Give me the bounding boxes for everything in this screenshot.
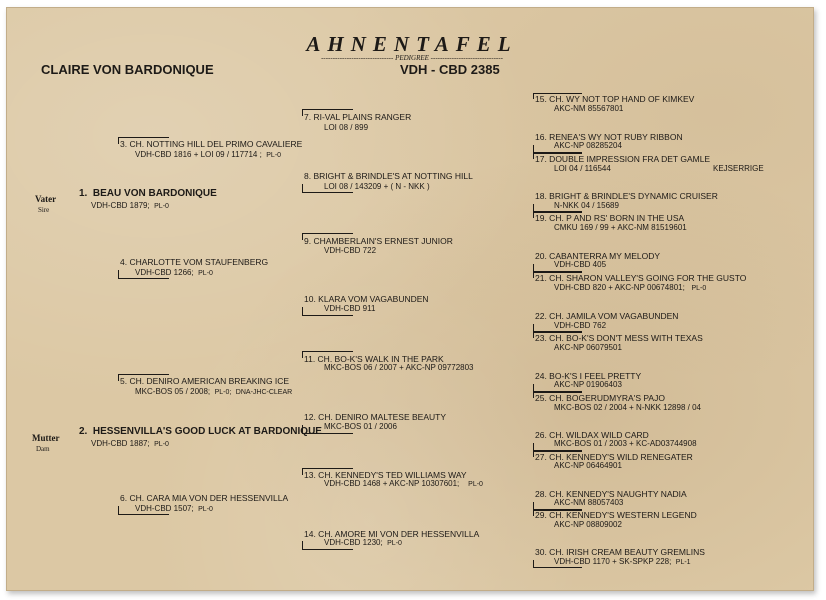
ancestor-28-name: 28. CH. KENNEDY'S NAUGHTY NADIA: [535, 489, 687, 499]
bracket-16: [533, 145, 582, 153]
bracket-8: [302, 184, 353, 193]
bracket-20: [533, 264, 582, 272]
ancestor-7-registration: LOI 08 / 899: [324, 123, 369, 132]
sire-registration-row: [91, 201, 169, 212]
bracket-18: [533, 204, 582, 212]
ancestor-16-registration: AKC-NP 08285204: [554, 141, 622, 150]
ancestor-6-name: 6. CH. CARA MIA VON DER HESSENVILLA: [120, 493, 289, 503]
ancestor-4-name: 4. CHARLOTTE VOM STAUFENBERG: [120, 257, 269, 267]
ancestor-23-name: 23. CH. BO-K'S DON'T MESS WITH TEXAS: [535, 333, 703, 343]
ancestor-8-name: 8. BRIGHT & BRINDLE'S AT NOTTING HILL: [304, 171, 473, 181]
dam-number: 2.: [79, 426, 88, 437]
ancestor-19-registration: CMKU 169 / 99 + AKC-NM 81519601: [554, 223, 687, 232]
bracket-6: [118, 506, 169, 515]
ancestor-21-registration-row: [554, 283, 706, 294]
sire-name: BEAU VON BARDONIQUE: [92, 188, 217, 199]
ancestor-18-name: 18. BRIGHT & BRINDLE'S DYNAMIC CRUISER: [535, 191, 718, 201]
ancestor-12-name: 12. CH. DENIRO MALTESE BEAUTY: [304, 412, 447, 422]
ancestor-12-registration: MKC-BOS 01 / 2006: [324, 422, 397, 431]
ancestor-3-name: 3. CH. NOTTING HILL DEL PRIMO CAVALIERE: [120, 139, 303, 149]
ancestor-21-registration: VDH-CBD 820 + AKC-NP 00674801;: [554, 283, 685, 292]
dog-registration: VDH - CBD 2385: [400, 62, 500, 77]
ancestor-3-registration-row: [135, 150, 281, 161]
ancestor-13-pl: PL-0: [468, 481, 483, 488]
bracket-24: [533, 384, 582, 392]
ancestor-29-name: 29. CH. KENNEDY'S WESTERN LEGEND: [535, 510, 697, 520]
ancestor-13-registration-row: [324, 479, 483, 490]
ancestor-13-name: 13. CH. KENNEDY'S TED WILLIAMS WAY: [304, 470, 467, 480]
bracket-30: [533, 560, 582, 568]
bracket-12: [302, 425, 353, 434]
ancestor-11-registration: MKC-BOS 06 / 2007 + AKC-NP 09772803: [324, 363, 474, 372]
ancestor-22-registration: VDH-CBD 762: [554, 321, 607, 330]
ancestor-5-pl: PL-0;: [214, 389, 232, 396]
ancestor-5-registration-row: [135, 387, 292, 398]
ancestor-30-registration: VDH-CBD 1170 + SK-SPKP 228;: [554, 557, 672, 566]
ancestor-8-registration: LOI 08 / 143209 + ( N - NKK ): [324, 182, 430, 191]
document-subtitle: ------------------------------- PEDIGREE -------------------------------: [321, 54, 503, 62]
ancestor-27-registration: AKC-NP 06464901: [554, 461, 622, 470]
ancestor-4-pl: PL-0: [198, 270, 213, 277]
ancestor-17-registration: LOI 04 / 116544: [554, 164, 611, 173]
bracket-22: [533, 324, 582, 332]
bracket-26: [533, 443, 582, 451]
sire-sublabel: Sire: [38, 206, 50, 214]
ancestor-9-registration: VDH-CBD 722: [324, 246, 377, 255]
ancestor-5-registration: MKC-BOS 05 / 2008;: [135, 387, 211, 396]
ancestor-16-name: 16. RENEA'S WY NOT RUBY RIBBON: [535, 132, 683, 142]
bracket-14: [302, 541, 353, 550]
ancestor-15-registration: AKC-NM 85567801: [554, 104, 624, 113]
sire-registration: VDH-CBD 1879;: [91, 201, 150, 210]
ancestor-14-name: 14. CH. AMORE MI VON DER HESSENVILLA: [304, 529, 480, 539]
bracket-10: [302, 307, 353, 316]
ancestor-22-name: 22. CH. JAMILA VOM VAGABUNDEN: [535, 311, 679, 321]
sire-pl: PL-0: [154, 203, 169, 210]
ancestor-18-registration: N-NKK 04 / 15689: [554, 201, 619, 210]
ancestor-6-registration: VDH-CBD 1507;: [135, 504, 194, 513]
dam-label: Mutter: [32, 433, 60, 443]
ancestor-21-pl: PL-0: [691, 285, 707, 292]
ancestor-27-name: 27. CH. KENNEDY'S WILD RENEGATER: [535, 452, 693, 462]
sire-entry: [79, 189, 217, 199]
ancestor-30-name: 30. CH. IRISH CREAM BEAUTY GREMLINS: [535, 547, 705, 557]
ancestor-10-registration: VDH-CBD 911: [324, 304, 376, 313]
ancestor-13-registration: VDH-CBD 1468 + AKC-NP 10307601;: [324, 479, 460, 488]
ancestor-29-registration: AKC-NP 08809002: [554, 520, 622, 529]
ancestor-15-name: 15. CH. WY NOT TOP HAND OF KIMKEV: [535, 94, 695, 104]
ancestor-26-name: 26. CH. WILDAX WILD CARD: [535, 430, 649, 440]
ancestor-4-registration: VDH-CBD 1266;: [135, 268, 194, 277]
ancestor-17-name: 17. DOUBLE IMPRESSION FRA DET GAMLE: [535, 154, 711, 164]
ancestor-20-name: 20. CABANTERRA MY MELODY: [535, 251, 661, 261]
ancestor-10-name: 10. KLARA VOM VAGABUNDEN: [304, 294, 429, 304]
ancestor-11-name: 11. CH. BO-K'S WALK IN THE PARK: [304, 354, 444, 364]
ancestor-23-registration: AKC-NP 06079501: [554, 343, 622, 352]
ancestor-7-name: 7. RI-VAL PLAINS RANGER: [304, 112, 412, 122]
ancestor-3-pl: PL-0: [266, 152, 282, 159]
dam-pl: PL-0: [154, 441, 169, 448]
ancestor-24-registration: AKC-NP 01906403: [554, 380, 622, 389]
sire-number: 1.: [79, 188, 88, 199]
ancestor-17-kennel: KEJSERRIGE: [713, 164, 764, 173]
ancestor-30-pl: PL-1: [675, 559, 691, 566]
dam-registration-row: [91, 439, 169, 450]
ancestor-20-registration: VDH-CBD 405: [554, 260, 607, 269]
ancestor-14-registration: VDH-CBD 1230;: [324, 538, 383, 547]
ancestor-21-name: 21. CH. SHARON VALLEY'S GOING FOR THE GUSTO: [535, 273, 747, 283]
subtitle-text: PEDIGREE: [395, 54, 429, 62]
dam-sublabel: Dam: [36, 445, 50, 453]
ancestor-26-registration: MKC-BOS 01 / 2003 + KC-AD03744908: [554, 439, 697, 448]
ancestor-5-dna: DNA-JHC-CLEAR: [235, 389, 293, 396]
ancestor-25-name: 25. CH. BOGERUDMYRA'S PAJO: [535, 393, 665, 403]
ancestor-9-name: 9. CHAMBERLAIN'S ERNEST JUNIOR: [304, 236, 453, 246]
ancestor-25-registration: MKC-BOS 02 / 2004 + N-NKK 12898 / 04: [554, 403, 701, 412]
dog-name: CLAIRE VON BARDONIQUE: [41, 62, 214, 77]
bracket-4: [118, 270, 169, 279]
ancestor-24-name: 24. BO-K'S I FEEL PRETTY: [535, 371, 642, 381]
ancestor-5-name: 5. CH. DENIRO AMERICAN BREAKING ICE: [120, 376, 290, 386]
sire-label: Vater: [35, 194, 57, 204]
dam-name: HESSENVILLA'S GOOD LUCK AT BARDONIQUE: [92, 426, 322, 437]
bracket-28: [533, 502, 582, 510]
ancestor-19-name: 19. CH. P AND RS' BORN IN THE USA: [535, 213, 685, 223]
document-title: AHNENTAFEL: [306, 32, 518, 56]
ancestor-14-pl: PL-0: [387, 540, 402, 547]
pedigree-sheet: [6, 7, 814, 591]
dam-registration: VDH-CBD 1887;: [91, 439, 150, 448]
dam-entry: [79, 427, 322, 437]
ancestor-28-registration: AKC-NM 88057403: [554, 498, 624, 507]
ancestor-6-pl: PL-0: [198, 506, 213, 513]
ancestor-3-registration: VDH-CBD 1816 + LOI 09 / 117714 ;: [135, 150, 262, 159]
